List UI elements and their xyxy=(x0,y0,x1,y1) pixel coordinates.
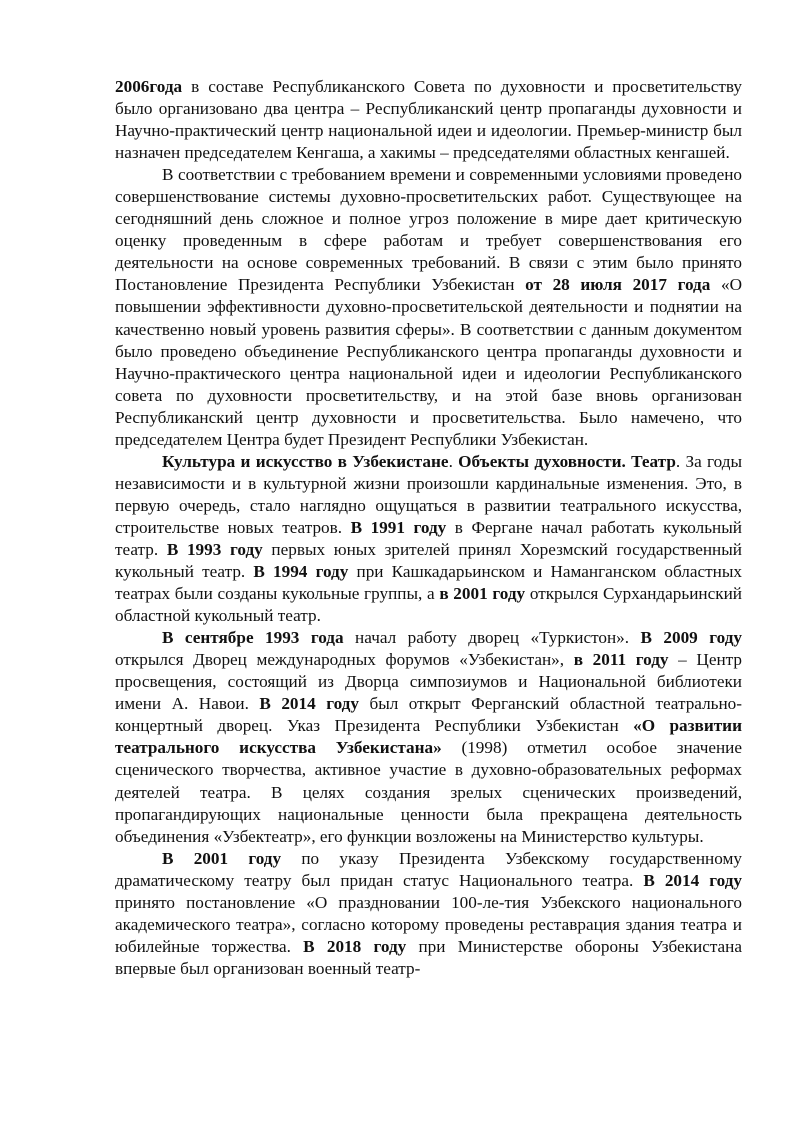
paragraph-3 xyxy=(115,451,742,627)
document-page xyxy=(115,76,742,980)
bold-date: в 2001 году xyxy=(439,584,526,604)
bold-title: «О развитии театрального искусства Узбекистана» xyxy=(115,716,742,758)
text: в составе Республиканского Совета по духовности и просветительству было организовано два центра – Республиканский центр пропаганды духовности и Научно-практический центр национальной идеи и идеологии. Премьер-министр был назначен председателем Кенгаша, а хакимы – председателями областных кенгашей. xyxy=(115,77,742,163)
bold-date: В 1993 году xyxy=(166,539,263,559)
bold-date: 2006года xyxy=(115,77,183,96)
section-heading: Культура и искусство в Узбекистане xyxy=(162,451,449,471)
paragraph-1 xyxy=(115,76,742,164)
text: по указу Президента Узбекскому государственному драматическому театру был придан статус Национального театра. xyxy=(115,848,742,890)
paragraph-2 xyxy=(115,164,742,451)
text: при Кашкадарьинском и Наманганском областных театрах были созданы кукольные группы, а xyxy=(115,562,742,604)
text: в Фергане начал работать кукольный театр. xyxy=(115,517,742,559)
text: начал работу дворец «Туркистон». xyxy=(343,628,641,648)
text: . xyxy=(448,451,459,471)
section-heading: Объекты духовности. Театр xyxy=(458,451,676,471)
bold-date: В 2018 году xyxy=(303,936,407,956)
bold-date: В 1991 году xyxy=(350,517,447,537)
bold-date: В 2009 году xyxy=(640,628,742,648)
bold-date: В 1994 году xyxy=(253,562,349,582)
text: «О повышении эффективности духовно-просветительской деятельности и поднятии на качественно новый уровень развития сферы». В соответствии с данным документом было проведено объединение Республиканского центра пропаганды духовности и Научно-практического центра национальной идеи и идеологии Республиканского совета по духовности просветительству, и на этой базе вновь организован Республиканский центр духовности и просветительства. Было намечено, что председателем Центра будет Президент Республики Узбекистан. xyxy=(115,275,742,449)
bold-date: В сентябре 1993 года xyxy=(162,628,344,648)
bold-date: в 2011 году xyxy=(573,650,669,670)
text: открылся Сурхандарьинский областной кукольный театр. xyxy=(115,584,742,626)
text: открылся Дворец международных форумов «Узбекистан», xyxy=(115,650,574,670)
bold-date: В 2001 году xyxy=(162,848,282,868)
text: первых юных зрителей принял Хорезмский государственный кукольный театр. xyxy=(115,539,742,582)
paragraph-5 xyxy=(115,848,742,980)
bold-date: В 2014 году xyxy=(643,870,742,890)
text: (1998) отметил особое значение сценического творчества, активное участие в духовно-образовательных реформах деятелей театра. В целях создания зрелых сценических произведений, пропагандирующих национальные ценности была прекращена деятельность объединения «Узбектеатр», его функции возложены на Министерство культуры. xyxy=(115,738,742,846)
text: – Центр просвещения, состоящий из Дворца симпозиумов и Национальной библиотеки имени А. Навои. xyxy=(115,650,742,714)
text: В соответствии с требованием времени и современными условиями проведено совершенствование системы духовно-просветительских работ. Существующее на сегодняшний день сложное и полное угроз положение в мире дает критическую оценку проведенным в сфере работам и требует совершенствования его деятельности на основе современных требований. В связи с этим было принято Постановление Президента Республики Узбекистан xyxy=(115,165,742,295)
bold-date: от 28 июля 2017 года xyxy=(525,275,711,295)
paragraph-4 xyxy=(115,627,742,847)
text: был открыт Ферганский областной театрально-концертный дворец. Указ Президента Республики Узбекистан xyxy=(115,694,742,736)
text: при Министерстве обороны Узбекистана впервые был организован военный театр- xyxy=(115,936,743,978)
text: принято постановление «О праздновании 100-ле-тия Узбекского национального академического театра», согласно которому проведены реставрация здания театра и юбилейные торжества. xyxy=(115,892,742,956)
bold-date: В 2014 году xyxy=(259,694,359,714)
text: . За годы независимости и в культурной жизни произошли кардинальные изменения. Это, в первую очередь, стало наглядно ощущаться в развитии театрального искусства, строительстве новых театров. xyxy=(115,451,742,537)
